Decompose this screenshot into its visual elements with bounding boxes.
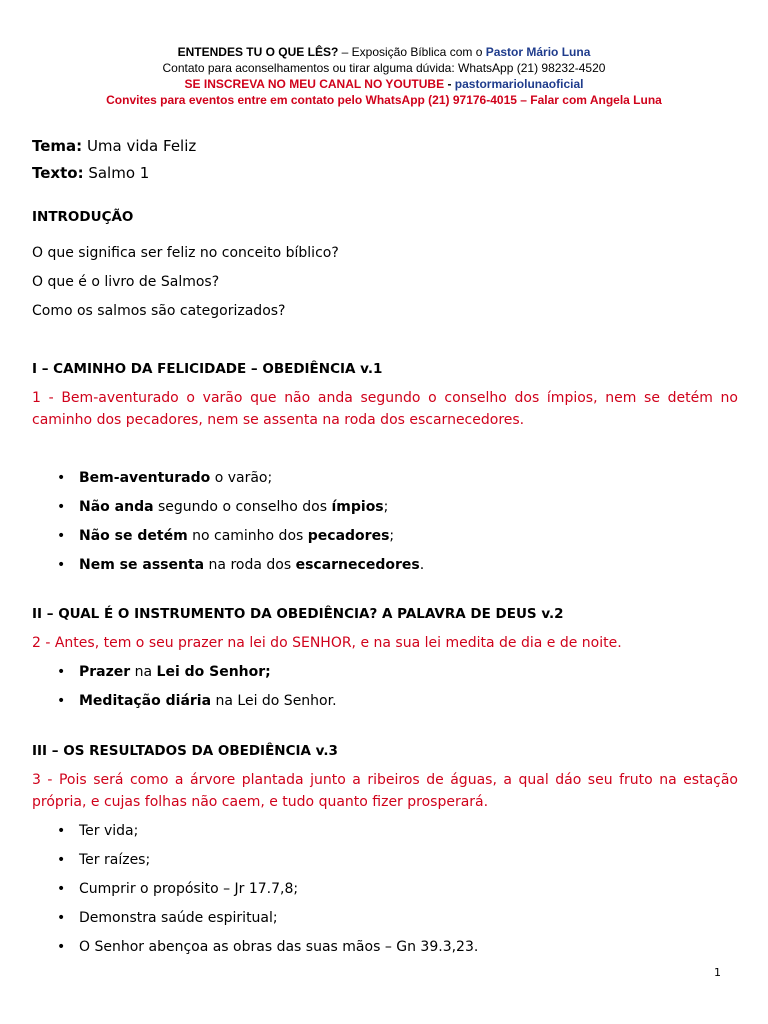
list-item [32, 496, 738, 525]
bullet-icon: • [57, 693, 66, 709]
bullet-bold: Meditação diária [79, 693, 212, 709]
tema-value: Uma vida Feliz [82, 137, 197, 155]
texto-value: Salmo 1 [83, 164, 150, 182]
section1-verse: 1 - Bem-aventurado o varão que não anda segundo o conselho dos ímpios, nem se detém no caminho dos pecadores, nem se assenta na roda dos escarnecedores. [32, 390, 738, 428]
bullet-icon: • [57, 852, 66, 868]
intro-question-1: O que significa ser feliz no conceito bíblico? [32, 245, 339, 261]
list-item [32, 907, 738, 936]
header-title: ENTENDES TU O QUE LÊS? [177, 45, 339, 59]
list-item [32, 661, 738, 690]
texto-label: Texto: [32, 164, 84, 182]
tema-label: Tema: [32, 137, 83, 155]
bullet-text: segundo o conselho dos [153, 499, 332, 515]
intro-question-2: O que é o livro de Salmos? [32, 274, 220, 290]
section2-bullets [32, 661, 738, 719]
list-item [32, 525, 738, 554]
section2-heading: II – QUAL É O INSTRUMENTO DA OBEDIÊNCIA? A PALAVRA DE DEUS v.2 [32, 606, 564, 622]
tema-line [32, 135, 738, 157]
list-item [32, 467, 738, 496]
bullet-bold-2: pecadores [307, 528, 390, 544]
header-pastor-name: Pastor Mário Luna [485, 45, 591, 59]
section1-bullets [32, 467, 738, 583]
bullet-text-2: ; [389, 528, 395, 544]
header-line-3 [0, 76, 768, 92]
bullet-bold: Bem-aventurado [79, 470, 211, 486]
header-sep: - [444, 77, 455, 91]
section2-verse: 2 - Antes, tem o seu prazer na lei do SENHOR, e na sua lei medita de dia e de noite. [32, 635, 622, 651]
section3-bullets [32, 820, 738, 965]
bullet-bold-2: ímpios [331, 499, 384, 515]
bullet-icon: • [57, 499, 66, 515]
list-item [32, 820, 738, 849]
section3-verse: 3 - Pois será como a árvore plantada junto a ribeiros de águas, a qual dáo seu fruto na estação própria, e cujas folhas não caem, e tudo quanto fizer prosperará. [32, 772, 738, 810]
intro-question-3: Como os salmos são categorizados? [32, 303, 286, 319]
bullet-text: Cumprir o propósito – Jr 17.7,8; [79, 881, 299, 897]
bullet-text: Ter vida; [79, 823, 139, 839]
header-subtitle: – Exposição Bíblica com o [338, 45, 486, 59]
bullet-text: Ter raízes; [79, 852, 151, 868]
bullet-bold: Nem se assenta [79, 557, 205, 573]
bullet-icon: • [57, 881, 66, 897]
header-subscribe: SE INSCREVA NO MEU CANAL NO YOUTUBE [184, 77, 445, 91]
list-item [32, 690, 738, 719]
section1-heading: I – CAMINHO DA FELICIDADE – OBEDIÊNCIA v.1 [32, 361, 383, 377]
bullet-bold: Prazer [79, 664, 131, 680]
page-number: 1 [714, 966, 721, 979]
bullet-text-2: ; [383, 499, 389, 515]
texto-line [32, 162, 738, 184]
bullet-icon: • [57, 823, 66, 839]
list-item [32, 554, 738, 583]
bullet-bold-2: escarnecedores [295, 557, 420, 573]
header-line-1 [0, 44, 768, 60]
bullet-bold-2: Lei do Senhor; [156, 664, 271, 680]
header-channel: pastormariolunaoficial [454, 77, 584, 91]
bullet-icon: • [57, 528, 66, 544]
bullet-text: Demonstra saúde espiritual; [79, 910, 278, 926]
header-invites: Convites para eventos entre em contato pelo WhatsApp (21) 97176-4015 – Falar com Angela Luna [106, 93, 662, 107]
bullet-icon: • [57, 470, 66, 486]
page-header [0, 44, 768, 108]
bullet-icon: • [57, 939, 66, 955]
section3-heading: III – OS RESULTADOS DA OBEDIÊNCIA v.3 [32, 743, 338, 759]
bullet-text: na roda dos [204, 557, 296, 573]
bullet-icon: • [57, 557, 66, 573]
bullet-text: na Lei do Senhor. [211, 693, 337, 709]
bullet-text: na [130, 664, 157, 680]
bullet-text: o varão; [210, 470, 273, 486]
bullet-text: O Senhor abençoa as obras das suas mãos – Gn 39.3,23. [79, 939, 479, 955]
bullet-text-2: . [419, 557, 425, 573]
bullet-icon: • [57, 910, 66, 926]
list-item [32, 936, 738, 965]
intro-heading: INTRODUÇÃO [32, 209, 134, 225]
bullet-text: no caminho dos [187, 528, 308, 544]
bullet-bold: Não se detém [79, 528, 188, 544]
list-item [32, 878, 738, 907]
list-item [32, 849, 738, 878]
header-contact: Contato para aconselhamentos ou tirar alguma dúvida: WhatsApp (21) 98232-4520 [162, 61, 606, 75]
bullet-icon: • [57, 664, 66, 680]
bullet-bold: Não anda [79, 499, 154, 515]
